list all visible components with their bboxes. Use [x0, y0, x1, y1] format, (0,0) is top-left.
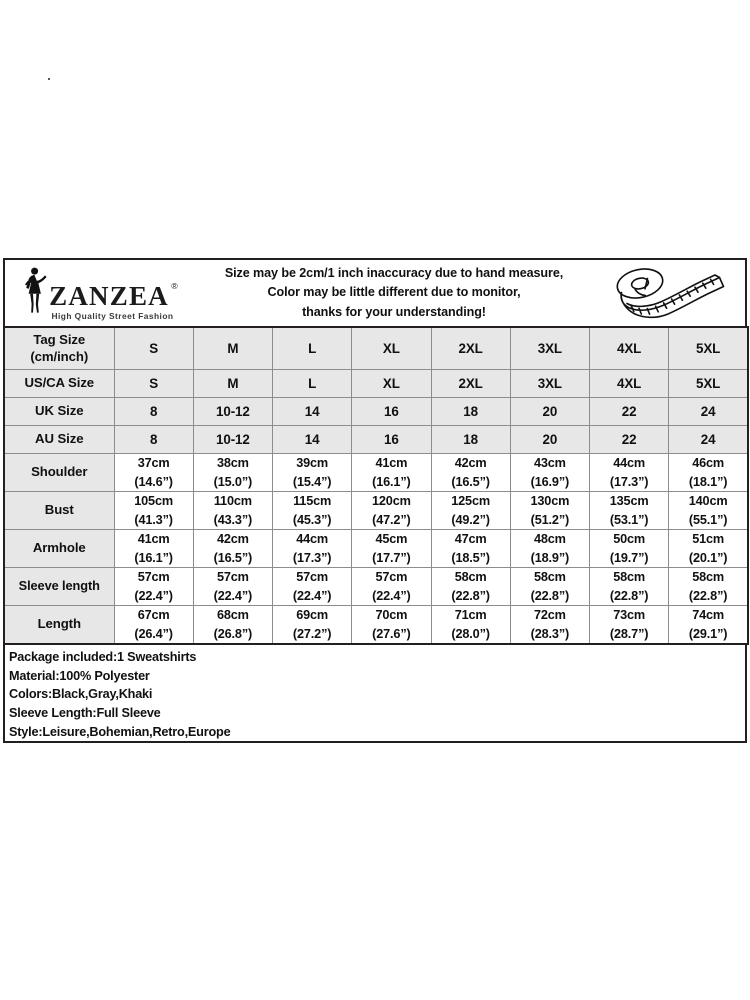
- cell-bust-5xl: [669, 492, 748, 530]
- row-label-line-1: Tag Size: [33, 331, 86, 347]
- cell-au-4xl: 22: [590, 426, 669, 454]
- value-cm: 140cm: [688, 494, 728, 509]
- table-row-au-size: [4, 426, 748, 454]
- value-inch: (28.3”): [530, 626, 570, 641]
- image-speck: [48, 78, 50, 80]
- value-inch: (17.3”): [292, 550, 332, 565]
- measurement-disclaimer: [193, 260, 595, 326]
- size-table: [3, 326, 749, 645]
- table-row-armhole: [4, 530, 748, 568]
- value-cm: 37cm: [137, 456, 170, 471]
- cell-tag-size-s: S: [114, 327, 193, 370]
- cell-us-ca-m: M: [193, 370, 272, 398]
- cell-shoulder-xl: [352, 454, 431, 492]
- cell-bust-m: [193, 492, 272, 530]
- cell-bust-4xl: [590, 492, 669, 530]
- cell-length-5xl: [669, 606, 748, 645]
- detail-style: Style:Leisure,Bohemian,Retro,Europe: [9, 724, 231, 739]
- cell-armhole-5xl: [669, 530, 748, 568]
- brand-name: [49, 280, 179, 311]
- value-inch: (26.4”): [134, 626, 173, 641]
- cell-sleeve-xl: [352, 568, 431, 606]
- cell-armhole-xl: [352, 530, 431, 568]
- value-cm: 74cm: [692, 608, 725, 623]
- row-label-armhole: Armhole: [4, 530, 114, 568]
- cell-us-ca-s: S: [114, 370, 193, 398]
- cell-sleeve-s: [114, 568, 193, 606]
- cell-uk-3xl: 20: [510, 398, 589, 426]
- cell-uk-4xl: 22: [590, 398, 669, 426]
- cell-tag-size-l: L: [273, 327, 352, 370]
- value-inch: (20.1”): [688, 550, 728, 565]
- value-cm: 120cm: [371, 494, 411, 509]
- cell-us-ca-l: L: [273, 370, 352, 398]
- table-row-uk-size: [4, 398, 748, 426]
- value-cm: 110cm: [213, 494, 252, 509]
- cell-armhole-4xl: [590, 530, 669, 568]
- value-inch: (22.8”): [688, 588, 728, 603]
- cell-shoulder-s: [114, 454, 193, 492]
- value-inch: (22.4”): [134, 588, 173, 603]
- value-inch: (43.3”): [213, 512, 253, 527]
- cell-length-4xl: [590, 606, 669, 645]
- value-inch: (15.4”): [292, 474, 332, 489]
- value-cm: 130cm: [530, 494, 570, 509]
- value-cm: 58cm: [692, 570, 725, 585]
- value-cm: 58cm: [454, 570, 487, 585]
- value-inch: (18.5”): [451, 550, 490, 565]
- value-inch: (16.1”): [134, 550, 173, 565]
- cell-shoulder-3xl: [510, 454, 589, 492]
- value-inch: (16.5”): [213, 550, 253, 565]
- disclaimer-line-2: Color may be little different due to monitor,: [267, 285, 521, 300]
- value-cm: 43cm: [533, 456, 566, 471]
- cell-length-s: [114, 606, 193, 645]
- value-cm: 48cm: [533, 532, 566, 547]
- value-inch: (55.1”): [688, 512, 728, 527]
- cell-armhole-3xl: [510, 530, 589, 568]
- cell-tag-size-m: M: [193, 327, 272, 370]
- cell-uk-m: 10-12: [193, 398, 272, 426]
- row-label-sleeve-length: Sleeve length: [4, 568, 114, 606]
- cell-tag-size-3xl: 3XL: [510, 327, 589, 370]
- cell-tag-size-xl: XL: [352, 327, 431, 370]
- value-inch: (27.2”): [292, 626, 332, 641]
- cell-us-ca-4xl: 4XL: [590, 370, 669, 398]
- value-inch: (27.6”): [372, 626, 411, 641]
- value-inch: (28.7”): [609, 626, 649, 641]
- value-cm: 51cm: [692, 532, 725, 547]
- detail-sleeve-length: Sleeve Length:Full Sleeve: [9, 706, 161, 721]
- value-inch: (16.5”): [451, 474, 490, 489]
- value-inch: (41.3”): [134, 512, 173, 527]
- size-chart: [3, 258, 747, 743]
- value-inch: (17.7”): [372, 550, 411, 565]
- cell-length-2xl: [431, 606, 510, 645]
- value-cm: 70cm: [375, 608, 408, 623]
- cell-sleeve-m: [193, 568, 272, 606]
- table-row-shoulder: [4, 454, 748, 492]
- value-inch: (19.7”): [609, 550, 649, 565]
- value-inch: (18.9”): [530, 550, 570, 565]
- value-cm: 72cm: [533, 608, 566, 623]
- value-cm: 45cm: [375, 532, 408, 547]
- row-label-shoulder: Shoulder: [4, 454, 114, 492]
- cell-armhole-2xl: [431, 530, 510, 568]
- cell-au-3xl: 20: [510, 426, 589, 454]
- value-cm: 67cm: [137, 608, 170, 623]
- cell-uk-s: 8: [114, 398, 193, 426]
- table-row-sleeve-length: [4, 568, 748, 606]
- value-cm: 50cm: [613, 532, 646, 547]
- disclaimer-line-1: Size may be 2cm/1 inch inaccuracy due to hand measure,: [224, 266, 564, 281]
- value-inch: (29.1”): [688, 626, 728, 641]
- detail-package: Package included:1 Sweatshirts: [9, 650, 197, 664]
- cell-au-s: 8: [114, 426, 193, 454]
- row-label-line-2: (cm/inch): [30, 348, 89, 364]
- value-inch: (16.9”): [530, 474, 570, 489]
- value-cm: 125cm: [451, 494, 490, 509]
- cell-au-xl: 16: [352, 426, 431, 454]
- cell-bust-3xl: [510, 492, 589, 530]
- cell-tag-size-4xl: 4XL: [590, 327, 669, 370]
- value-inch: (53.1”): [609, 512, 649, 527]
- table-row-bust: [4, 492, 748, 530]
- value-cm: 44cm: [613, 456, 646, 471]
- value-cm: 57cm: [375, 570, 408, 585]
- cell-uk-l: 14: [273, 398, 352, 426]
- value-cm: 57cm: [296, 570, 329, 585]
- value-inch: (15.0”): [213, 474, 253, 489]
- value-inch: (26.8”): [213, 626, 253, 641]
- value-inch: (22.8”): [451, 588, 490, 603]
- value-cm: 135cm: [609, 494, 649, 509]
- cell-bust-2xl: [431, 492, 510, 530]
- value-cm: 39cm: [296, 456, 329, 471]
- value-inch: (45.3”): [292, 512, 332, 527]
- value-cm: 71cm: [454, 608, 487, 623]
- value-cm: 46cm: [692, 456, 725, 471]
- value-cm: 41cm: [375, 456, 408, 471]
- value-cm: 42cm: [216, 532, 249, 547]
- value-inch: (14.6”): [134, 474, 173, 489]
- cell-bust-xl: [352, 492, 431, 530]
- cell-length-3xl: [510, 606, 589, 645]
- value-cm: 68cm: [216, 608, 249, 623]
- value-inch: (22.8”): [530, 588, 570, 603]
- cell-us-ca-5xl: 5XL: [669, 370, 748, 398]
- cell-tag-size-5xl: 5XL: [669, 327, 748, 370]
- cell-au-l: 14: [273, 426, 352, 454]
- row-label-au-size: AU Size: [4, 426, 114, 454]
- cell-armhole-m: [193, 530, 272, 568]
- brand-logo: [5, 260, 193, 326]
- cell-uk-xl: 16: [352, 398, 431, 426]
- table-row-us-ca-size: [4, 370, 748, 398]
- cell-shoulder-4xl: [590, 454, 669, 492]
- cell-length-l: [273, 606, 352, 645]
- value-cm: 73cm: [613, 608, 646, 623]
- cell-length-xl: [352, 606, 431, 645]
- value-cm: 57cm: [216, 570, 249, 585]
- cell-au-2xl: 18: [431, 426, 510, 454]
- table-row-tag-size: [4, 327, 748, 370]
- value-inch: (22.4”): [372, 588, 411, 603]
- chart-banner: [3, 258, 747, 326]
- cell-shoulder-2xl: [431, 454, 510, 492]
- table-row-length: [4, 606, 748, 645]
- value-cm: 42cm: [454, 456, 487, 471]
- brand-tagline: High Quality Street Fashion: [51, 310, 174, 321]
- cell-shoulder-l: [273, 454, 352, 492]
- value-cm: 58cm: [613, 570, 646, 585]
- cell-sleeve-3xl: [510, 568, 589, 606]
- value-cm: 57cm: [137, 570, 170, 585]
- cell-shoulder-m: [193, 454, 272, 492]
- value-cm: 44cm: [296, 532, 329, 547]
- value-inch: (16.1”): [372, 474, 411, 489]
- value-inch: (47.2”): [372, 512, 411, 527]
- value-inch: (51.2”): [530, 512, 570, 527]
- cell-armhole-l: [273, 530, 352, 568]
- cell-sleeve-l: [273, 568, 352, 606]
- cell-length-m: [193, 606, 272, 645]
- measuring-tape-icon: [595, 260, 745, 326]
- value-inch: (28.0”): [451, 626, 490, 641]
- woman-silhouette-icon: [22, 266, 48, 319]
- product-details: [3, 645, 747, 743]
- brand-wordmark: ZANZEA: [49, 280, 169, 311]
- value-cm: 115cm: [293, 494, 332, 509]
- cell-shoulder-5xl: [669, 454, 748, 492]
- detail-colors: Colors:Black,Gray,Khaki: [9, 687, 153, 702]
- cell-uk-2xl: 18: [431, 398, 510, 426]
- row-label-length: Length: [4, 606, 114, 645]
- row-label-uk-size: UK Size: [4, 398, 114, 426]
- value-cm: 38cm: [216, 456, 249, 471]
- value-cm: 41cm: [137, 532, 170, 547]
- cell-sleeve-4xl: [590, 568, 669, 606]
- cell-au-m: 10-12: [193, 426, 272, 454]
- value-inch: (18.1”): [688, 474, 728, 489]
- value-inch: (49.2”): [451, 512, 490, 527]
- cell-tag-size-2xl: 2XL: [431, 327, 510, 370]
- cell-us-ca-3xl: 3XL: [510, 370, 589, 398]
- cell-armhole-s: [114, 530, 193, 568]
- value-inch: (17.3”): [609, 474, 649, 489]
- cell-us-ca-2xl: 2XL: [431, 370, 510, 398]
- cell-sleeve-5xl: [669, 568, 748, 606]
- cell-uk-5xl: 24: [669, 398, 748, 426]
- row-label-tag-size: [4, 327, 114, 370]
- value-cm: 105cm: [134, 494, 173, 509]
- detail-material: Material:100% Polyester: [9, 668, 150, 683]
- value-cm: 69cm: [296, 608, 329, 623]
- disclaimer-line-3: thanks for your understanding!: [302, 304, 486, 319]
- value-inch: (22.4”): [213, 588, 253, 603]
- row-label-bust: Bust: [4, 492, 114, 530]
- value-cm: 58cm: [533, 570, 566, 585]
- value-inch: (22.4”): [292, 588, 332, 603]
- row-label-us-ca-size: US/CA Size: [4, 370, 114, 398]
- value-inch: (22.8”): [609, 588, 649, 603]
- registered-mark: ®: [171, 280, 179, 291]
- cell-bust-l: [273, 492, 352, 530]
- value-cm: 47cm: [454, 532, 487, 547]
- cell-bust-s: [114, 492, 193, 530]
- cell-sleeve-2xl: [431, 568, 510, 606]
- cell-au-5xl: 24: [669, 426, 748, 454]
- cell-us-ca-xl: XL: [352, 370, 431, 398]
